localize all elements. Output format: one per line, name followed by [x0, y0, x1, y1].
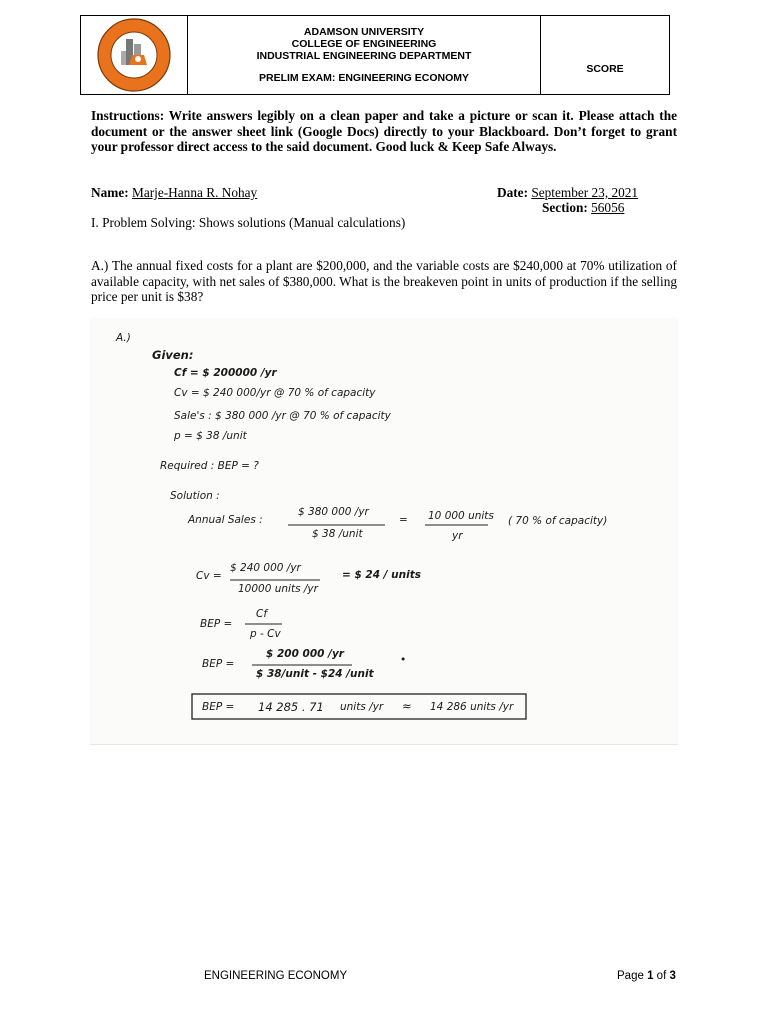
university-logo: [87, 17, 181, 93]
logo-cell: [81, 16, 188, 95]
annual-sales-equals: =: [399, 514, 408, 526]
bep-substitution-label: BEP =: [202, 658, 235, 670]
name-value: Marje-Hanna R. Nohay: [132, 185, 258, 200]
exam-header-table: [80, 15, 670, 95]
college-name: COLLEGE OF ENGINEERING: [291, 38, 437, 50]
section-value: 56056: [591, 200, 625, 215]
footer-page-word: Page: [617, 970, 644, 982]
score-cell: [541, 16, 670, 95]
score-label: SCORE: [586, 63, 624, 75]
footer-of-word: of: [656, 970, 667, 982]
part-heading: I. Problem Solving: Shows solutions (Manual calculations): [91, 215, 406, 230]
work-solution-heading: Solution :: [170, 490, 220, 502]
date-label: Date:: [497, 185, 529, 200]
date-value: September 23, 2021: [531, 185, 639, 200]
final-bep-approx: ≈: [402, 699, 412, 713]
annual-sales-result-denominator: yr: [452, 530, 463, 542]
instructions: Instructions: Write answers legibly on a clean paper and take a picture or scan it. Please attach the document or the answer sheet link (Google Docs) directly to your Blackboard. Don’t forget to grant your professor direct access to the said document. Good luck & Keep Safe Always.: [91, 108, 677, 154]
bep-substitution-denominator: $ 38/unit - $24 /unit: [256, 668, 374, 680]
final-bep-value: 14 285 . 71: [258, 700, 324, 714]
work-part-label: A.): [116, 332, 131, 344]
header-title-block: [188, 16, 541, 95]
work-given-cf: Cf = $ 200000 /yr: [174, 367, 277, 379]
work-given-sales: Sale's : $ 380 000 /yr @ 70 % of capacity: [174, 410, 391, 422]
annual-sales-numerator: $ 380 000 /yr: [298, 506, 369, 518]
annual-sales-result-numerator: 10 000 units: [428, 510, 494, 522]
work-required: Required : BEP = ?: [160, 460, 259, 472]
section-label: Section:: [542, 200, 588, 215]
solution-lines: [90, 318, 678, 744]
bep-formula-label: BEP =: [200, 618, 233, 630]
final-bep-unit: units /yr: [340, 701, 384, 713]
work-given-cv: Cv = $ 240 000/yr @ 70 % of capacity: [174, 387, 376, 399]
cv-numerator: $ 240 000 /yr: [230, 562, 301, 574]
cv-label: Cv =: [196, 570, 222, 582]
final-bep-label: BEP =: [202, 701, 235, 713]
exam-title: PRELIM EXAM: ENGINEERING ECONOMY: [258, 72, 469, 84]
university-name: ADAMSON UNIVERSITY: [303, 26, 425, 38]
name-field: [91, 185, 257, 201]
annual-sales-label: Annual Sales :: [188, 514, 263, 526]
cv-result: = $ 24 / units: [342, 569, 421, 581]
cv-denominator: 10000 units /yr: [238, 583, 318, 595]
footer-page-number: [617, 970, 676, 982]
work-given-heading: Given:: [152, 348, 194, 362]
bep-substitution-numerator: $ 200 000 /yr: [266, 648, 344, 660]
bep-substitution-mark: •: [400, 654, 407, 666]
annual-sales-note: ( 70 % of capacity): [508, 515, 608, 527]
handwritten-solution: [90, 318, 678, 745]
problem-statement: A.) The annual fixed costs for a plant are $200,000, and the variable costs are $240,000 at 70% utilization of available capacity, with net sales of $380,000. What is the breakeven point in units of production if the selling price per unit is $38?: [91, 258, 677, 304]
date-field: [497, 185, 638, 201]
footer-page-total: 3: [669, 970, 676, 982]
bep-formula-denominator: p - Cv: [250, 628, 281, 640]
work-given-price: p = $ 38 /unit: [174, 430, 247, 442]
final-bep-rounded: 14 286 units /yr: [430, 701, 514, 713]
name-label: Name:: [91, 185, 129, 200]
department-name: INDUSTRIAL ENGINEERING DEPARTMENT: [256, 50, 472, 62]
bep-formula-numerator: Cf: [256, 608, 268, 620]
footer-course: ENGINEERING ECONOMY: [204, 970, 348, 982]
section-field: [542, 200, 624, 216]
footer-page-current: 1: [647, 970, 654, 982]
annual-sales-denominator: $ 38 /unit: [312, 528, 363, 540]
